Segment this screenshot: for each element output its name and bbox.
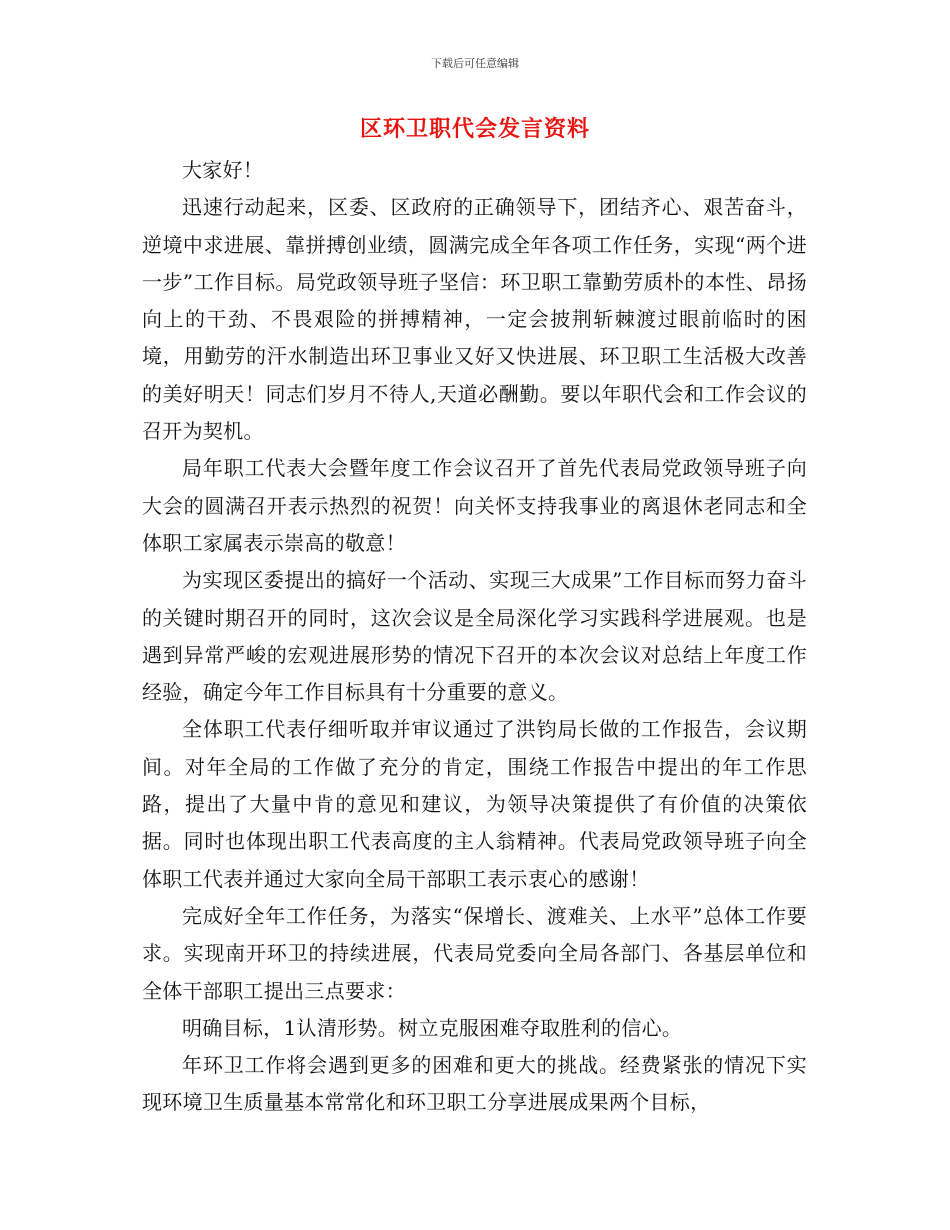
paragraph: 完成好全年工作任务，为落实“保增长、渡难关、上水平”总体工作要求。实现南开环卫的持续进展，代表局党委向全局各部门、各基层单位和全体干部职工提出三点要求： [142, 903, 807, 1003]
paragraph: 局年职工代表大会暨年度工作会议召开了首先代表局党政领导班子向大会的圆满召开表示热烈的祝贺！向关怀支持我事业的离退休老同志和全体职工家属表示崇高的敬意！ [142, 456, 807, 555]
paragraph: 年环卫工作将会遇到更多的困难和更大的挑战。经费紧张的情况下实现环境卫生质量基本常常化和环卫职工分享进展成果两个目标， [142, 1053, 807, 1115]
paragraph: 迅速行动起来，区委、区政府的正确领导下，团结齐心、艰苦奋斗，逆境中求进展、靠拼搏创业绩，圆满完成全年各项工作任务，实现“两个进一步”工作目标。局党政领导班子坚信：环卫职工靠勤劳质朴的本性、昂扬向上的干劲、不畏艰险的拼搏精神，一定会披荆斩棘渡过眼前临时的困境，用勤劳的汗水制造出环卫事业又好又快进展、环卫职工生活极大改善的美好明天！同志们岁月不待人,天道必酬勤。要以年职代会和工作会议的召开为契机。 [142, 195, 807, 444]
paragraph: 为实现区委提出的搞好一个活动、实现三大成果”工作目标而努力奋斗的关键时期召开的同时，这次会议是全局深化学习实践科学进展观。也是遇到异常严峻的宏观进展形势的情况下召开的本次会议对总结上年度工作经验，确定今年工作目标具有十分重要的意义。 [142, 568, 807, 705]
paragraph: 明确目标，1认清形势。树立克服困难夺取胜利的信心。 [182, 1015, 683, 1040]
paragraph-greeting: 大家好！ [182, 158, 264, 182]
header-note: 下载后可任意编辑 [431, 57, 519, 70]
document-body [142, 152, 807, 1122]
paragraph: 全体职工代表仔细听取并审议通过了洪钧局长做的工作报告，会议期间。对年全局的工作做了充分的肯定，围绕工作报告中提出的年工作思路，提出了大量中肯的意见和建议，为领导决策提供了有价值的决策依据。同时也体现出职工代表高度的主人翁精神。代表局党政领导班子向全体职工代表并通过大家向全局干部职工表示衷心的感谢！ [142, 717, 807, 891]
document-title: 区环卫职代会发言资料 [359, 116, 590, 142]
